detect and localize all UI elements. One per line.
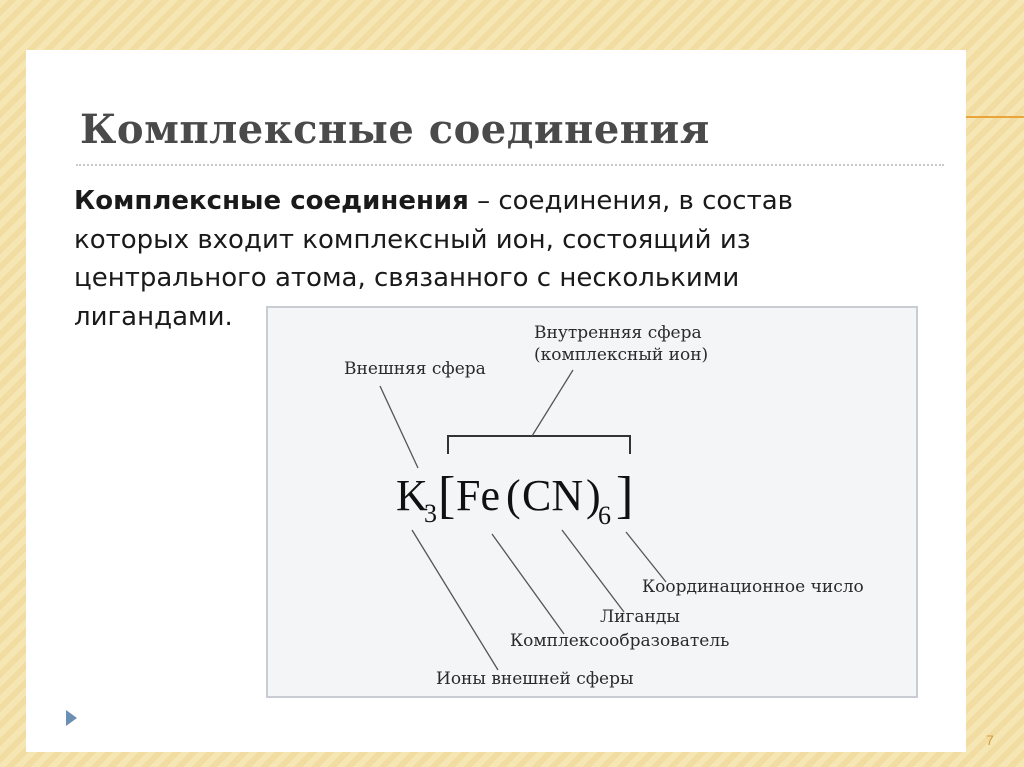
page-number: 7 [986, 732, 994, 748]
leader-ligands [562, 530, 624, 612]
label-inner-sphere-line2: (комплексный ион) [534, 345, 709, 365]
formula-cn: CN [522, 471, 584, 520]
definition-term: Комплексные соединения [74, 186, 469, 216]
leader-outer-sphere [380, 386, 418, 468]
formula-close-bracket: ] [616, 467, 634, 524]
slide-card [26, 50, 966, 752]
leader-complexing-agent [492, 534, 564, 634]
formula-k-subscript: 3 [424, 499, 437, 528]
label-outer-ions: Ионы внешней сферы [436, 669, 634, 689]
formula-cn-subscript: 6 [598, 501, 611, 530]
label-inner-sphere-line1: Внутренняя сфера [534, 323, 702, 343]
triangle-right-icon[interactable] [66, 710, 77, 726]
definition-line2: которых входит комплексный ион, состоящий из [74, 224, 751, 255]
definition-line3: центрального атома, связанного с несколькими [74, 263, 740, 293]
leader-outer-ions [412, 530, 498, 670]
label-complexing-agent: Комплексообразователь [510, 631, 730, 651]
diagram-svg [268, 308, 920, 700]
title-divider [76, 164, 944, 166]
formula-fe: Fe [456, 471, 500, 520]
formula-open-bracket: [ [438, 467, 456, 524]
formula-k: K [396, 471, 428, 520]
page-title: Комплексные соединения [80, 106, 710, 153]
label-ligands: Лиганды [600, 607, 680, 627]
leader-coordination-number [626, 532, 666, 582]
accent-line [966, 116, 1024, 118]
label-coordination-number: Координационное число [642, 577, 864, 597]
inner-sphere-bracket [448, 436, 630, 454]
complex-compound-diagram [266, 306, 918, 698]
label-outer-sphere: Внешняя сфера [344, 359, 486, 379]
definition-line4: лигандами. [74, 301, 233, 332]
formula-close-paren: ) [586, 471, 601, 520]
formula-open-paren: ( [506, 471, 521, 520]
leader-inner-sphere [532, 370, 573, 436]
definition-line1: – соединения, в состав [468, 186, 793, 216]
